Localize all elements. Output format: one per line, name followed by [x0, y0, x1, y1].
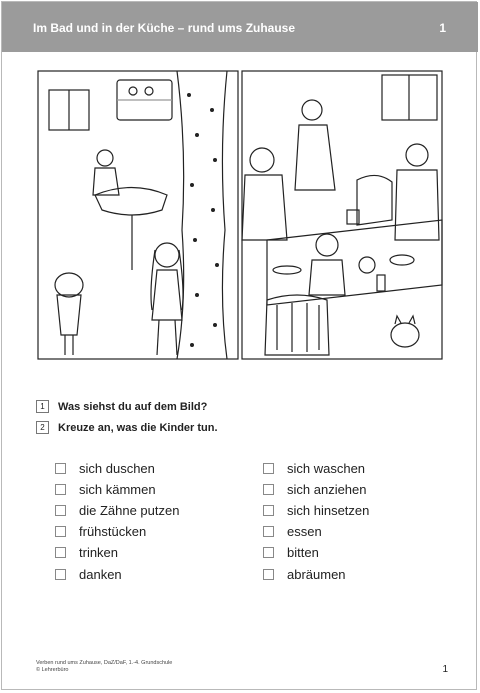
option-zaehne-putzen[interactable]: [55, 503, 179, 518]
option-abraeumen[interactable]: [263, 567, 346, 582]
header-bar: [2, 2, 478, 52]
option-essen[interactable]: [263, 524, 322, 539]
option-sich-duschen[interactable]: [55, 461, 155, 476]
option-fruehstuecken[interactable]: [55, 524, 146, 539]
task-2-number: 2: [36, 421, 49, 434]
task-1-text: Was siehst du auf dem Bild?: [58, 400, 208, 413]
header-page-number: 1: [439, 21, 446, 35]
option-sich-kaemmen[interactable]: [55, 482, 156, 497]
checkbox[interactable]: [55, 484, 66, 495]
option-label: danken: [79, 567, 122, 582]
option-label: sich hinsetzen: [287, 503, 370, 518]
checkbox[interactable]: [55, 463, 66, 474]
checkbox[interactable]: [263, 547, 274, 558]
option-sich-waschen[interactable]: [263, 461, 365, 476]
task-1: [36, 400, 207, 413]
checkbox[interactable]: [263, 569, 274, 580]
option-label: die Zähne putzen: [79, 503, 180, 518]
checkbox[interactable]: [263, 526, 274, 537]
illustration-bathroom-kitchen: [37, 70, 443, 360]
checkbox[interactable]: [263, 463, 274, 474]
option-label: trinken: [79, 545, 119, 560]
option-label: essen: [287, 524, 322, 539]
page-title: Im Bad und in der Küche – rund ums Zuhause: [33, 21, 296, 35]
task-2: [36, 421, 218, 434]
option-trinken[interactable]: [55, 545, 118, 560]
footer-line-2: © Lehrerbüro: [36, 667, 69, 673]
option-label: frühstücken: [79, 524, 147, 539]
option-sich-anziehen[interactable]: [263, 482, 367, 497]
option-label: sich kämmen: [79, 482, 156, 497]
task-1-number: 1: [36, 400, 49, 413]
option-label: sich waschen: [287, 461, 366, 476]
checkbox[interactable]: [263, 484, 274, 495]
kitchen-panel: [242, 71, 442, 359]
checkbox[interactable]: [263, 505, 274, 516]
option-label: sich duschen: [79, 461, 155, 476]
option-bitten[interactable]: [263, 545, 319, 560]
footer-line-1: Verben rund ums Zuhause, DaZ/DaF, 1.-4. Grundschule: [36, 660, 173, 666]
checkbox[interactable]: [55, 526, 66, 537]
checkbox[interactable]: [55, 547, 66, 558]
task-2-text: Kreuze an, was die Kinder tun.: [58, 421, 218, 434]
footer-credits: [36, 660, 172, 674]
checkbox[interactable]: [55, 505, 66, 516]
option-danken[interactable]: [55, 567, 122, 582]
option-label: bitten: [287, 545, 319, 560]
footer-page-number: 1: [442, 664, 448, 675]
checkbox[interactable]: [55, 569, 66, 580]
option-label: sich anziehen: [287, 482, 367, 497]
option-sich-hinsetzen[interactable]: [263, 503, 369, 518]
option-label: abräumen: [287, 567, 346, 582]
